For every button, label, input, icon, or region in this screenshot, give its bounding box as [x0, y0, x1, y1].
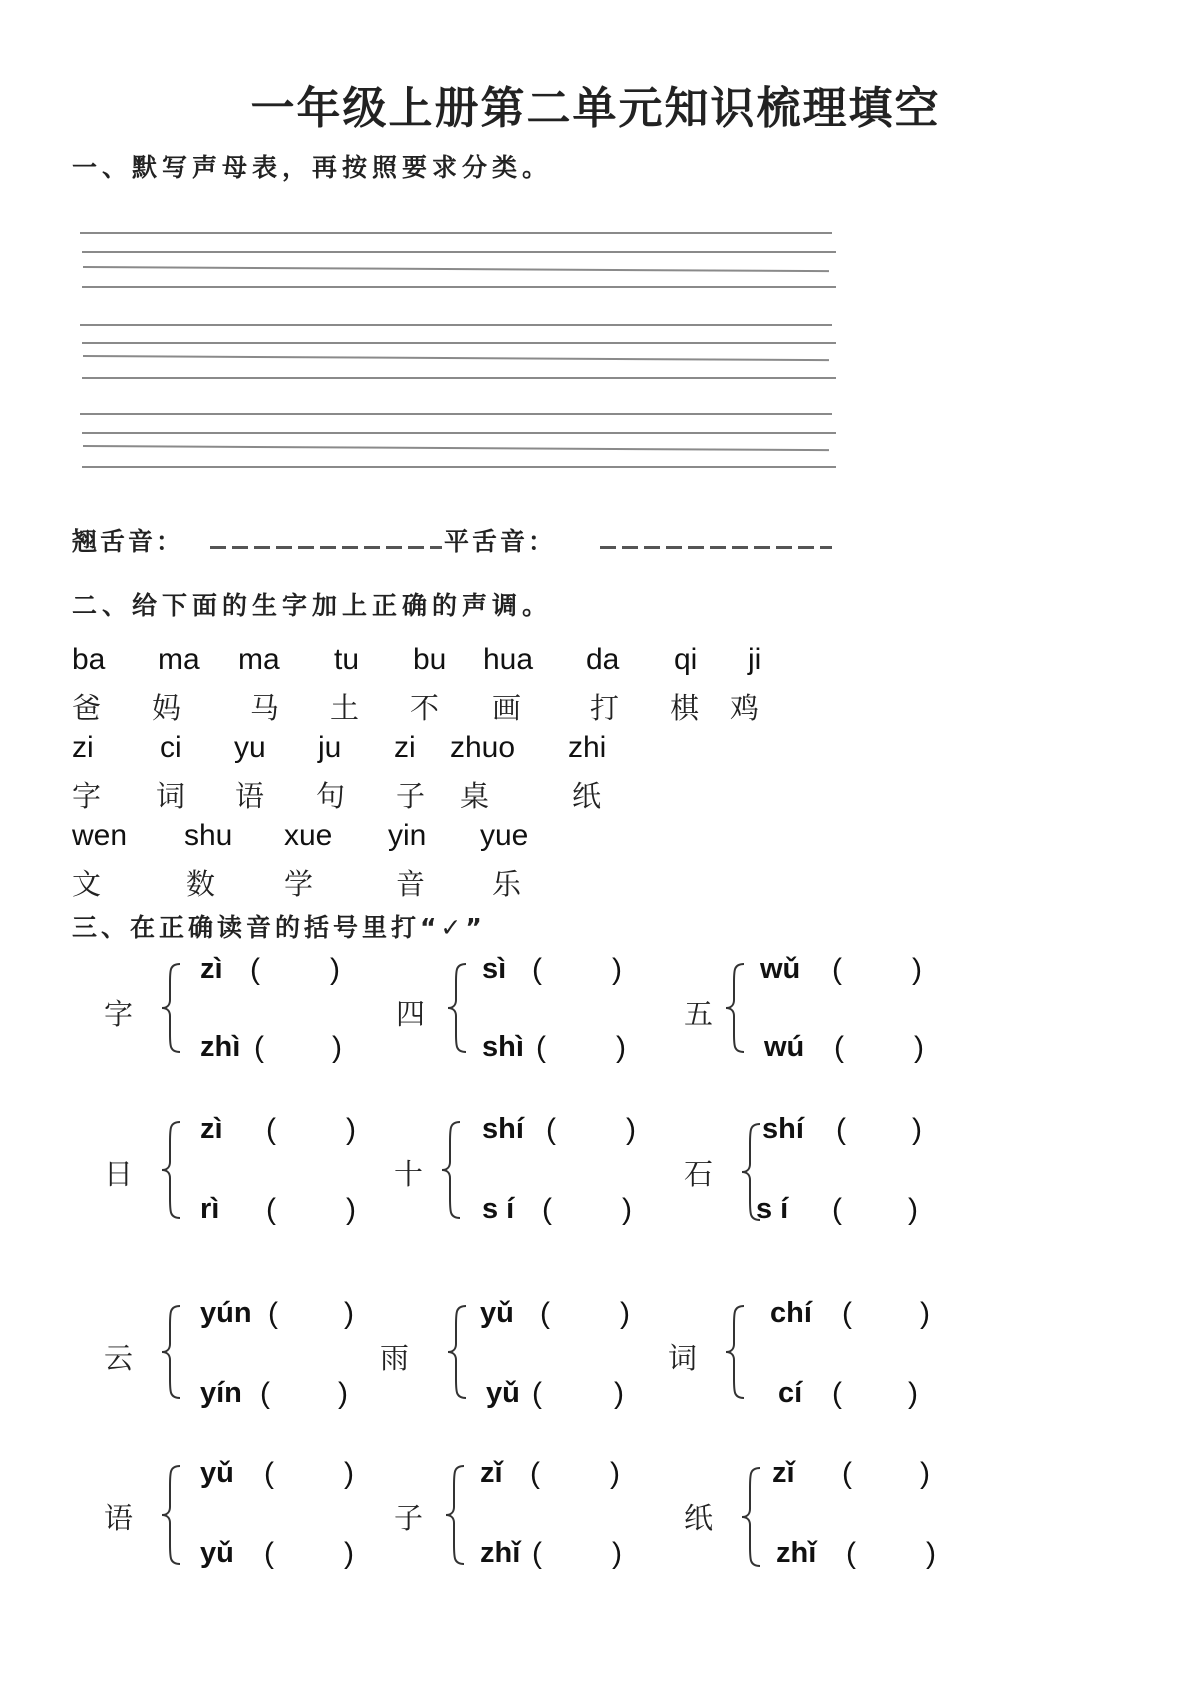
- hanzi: 鸡: [730, 691, 760, 725]
- answer-paren-open[interactable]: (: [264, 1457, 274, 1490]
- writing-line: [83, 445, 829, 451]
- choice-char: 字: [104, 997, 134, 1031]
- choice-option: yún: [200, 1297, 252, 1329]
- pinyin: xue: [284, 819, 333, 852]
- answer-paren-close[interactable]: ): [346, 1113, 356, 1146]
- brace-icon: [740, 1466, 762, 1568]
- choice-option: zhǐ: [776, 1537, 817, 1569]
- pinyin: yu: [234, 731, 266, 764]
- choice-option: zǐ: [772, 1457, 795, 1489]
- choice-char: 日: [104, 1157, 134, 1191]
- answer-paren-open[interactable]: (: [536, 1031, 546, 1064]
- hanzi: 桌: [460, 779, 490, 813]
- choice-option: yǔ: [200, 1537, 234, 1569]
- writing-line: [82, 377, 836, 379]
- hanzi: 不: [410, 691, 440, 725]
- choice-option: shì: [482, 1031, 524, 1063]
- choice-option: yǔ: [486, 1377, 520, 1409]
- pinyin: yin: [388, 819, 427, 852]
- pinyin: tu: [334, 643, 360, 676]
- choice-char: 纸: [684, 1501, 714, 1535]
- pinyin: zi: [394, 731, 416, 764]
- pinyin: hua: [483, 643, 534, 676]
- answer-paren-close[interactable]: ): [912, 1113, 922, 1146]
- choice-option: zhǐ: [480, 1537, 521, 1569]
- answer-paren-close[interactable]: ): [622, 1193, 632, 1226]
- answer-paren-open[interactable]: (: [530, 1457, 540, 1490]
- writing-line: [80, 232, 832, 234]
- choice-option: s í: [482, 1193, 515, 1225]
- choice-option: yǔ: [480, 1297, 514, 1329]
- answer-paren-close[interactable]: ): [616, 1031, 626, 1064]
- pinyin: bu: [413, 643, 447, 676]
- answer-paren-close[interactable]: ): [330, 953, 340, 986]
- answer-paren-close[interactable]: ): [920, 1297, 930, 1330]
- choice-char: 语: [104, 1501, 134, 1535]
- flat-answer-blank[interactable]: [600, 546, 832, 549]
- pinyin: ju: [318, 731, 342, 764]
- pinyin: ba: [72, 643, 106, 676]
- answer-paren-open[interactable]: (: [540, 1297, 550, 1330]
- choice-option: rì: [200, 1193, 220, 1225]
- choice-option: wǔ: [760, 953, 801, 985]
- brace-icon: [440, 1120, 462, 1220]
- choice-option: yín: [200, 1377, 242, 1409]
- choice-option: sì: [482, 953, 507, 985]
- choice-char: 四: [396, 997, 426, 1031]
- choice-option: wú: [764, 1031, 805, 1063]
- answer-paren-close[interactable]: ): [612, 953, 622, 986]
- answer-paren-open[interactable]: (: [542, 1193, 552, 1226]
- brace-icon: [446, 1304, 468, 1400]
- retroflex-label: 翘舌音：: [72, 527, 185, 556]
- choice-option: yǔ: [200, 1457, 234, 1489]
- brace-icon: [446, 962, 468, 1054]
- answer-paren-close[interactable]: ): [344, 1297, 354, 1330]
- pinyin: qi: [674, 643, 698, 676]
- answer-paren-close[interactable]: ): [920, 1457, 930, 1490]
- answer-paren-open[interactable]: (: [832, 1377, 842, 1410]
- answer-paren-open[interactable]: (: [250, 953, 260, 986]
- page-title: 一年级上册第二单元知识梳理填空: [250, 83, 941, 134]
- brace-icon: [724, 962, 746, 1054]
- hanzi: 妈: [152, 691, 182, 725]
- choice-option: shí: [482, 1113, 524, 1145]
- brace-icon: [160, 1120, 182, 1220]
- section-3-heading: 三、在正确读音的括号里打“✓”: [72, 913, 486, 942]
- answer-paren-open[interactable]: (: [264, 1537, 274, 1570]
- hanzi: 词: [156, 779, 186, 813]
- writing-line: [82, 342, 836, 344]
- choice-option: chí: [770, 1297, 812, 1329]
- pinyin: zi: [72, 731, 94, 764]
- choice-char: 词: [668, 1341, 698, 1375]
- answer-paren-close[interactable]: ): [914, 1031, 924, 1064]
- choice-char: 子: [394, 1501, 424, 1535]
- answer-paren-open[interactable]: (: [832, 1193, 842, 1226]
- section-2-heading: 二、给下面的生字加上正确的声调。: [72, 591, 553, 620]
- brace-icon: [444, 1464, 466, 1566]
- writing-line: [83, 266, 829, 272]
- hanzi: 文: [72, 867, 102, 901]
- choice-char: 五: [684, 997, 714, 1031]
- pinyin: da: [586, 643, 620, 676]
- choice-option: zǐ: [480, 1457, 503, 1489]
- answer-paren-close[interactable]: ): [338, 1377, 348, 1410]
- choice-option: zhì: [200, 1031, 241, 1063]
- answer-paren-close[interactable]: ): [612, 1537, 622, 1570]
- choice-option: zì: [200, 953, 223, 985]
- choice-option: cí: [778, 1377, 803, 1409]
- hanzi: 纸: [572, 779, 602, 813]
- hanzi: 爸: [72, 691, 102, 725]
- answer-paren-open[interactable]: (: [268, 1297, 278, 1330]
- answer-paren-close[interactable]: ): [626, 1113, 636, 1146]
- answer-paren-close[interactable]: ): [346, 1193, 356, 1226]
- pinyin: ma: [238, 643, 280, 676]
- writing-line: [82, 432, 836, 434]
- writing-line: [82, 286, 836, 288]
- answer-paren-close[interactable]: ): [610, 1457, 620, 1490]
- choice-char: 雨: [380, 1341, 410, 1375]
- hanzi: 画: [492, 691, 522, 725]
- brace-icon: [724, 1304, 746, 1400]
- writing-line: [83, 355, 829, 361]
- hanzi: 字: [72, 779, 102, 813]
- pinyin: shu: [184, 819, 233, 852]
- pinyin: yue: [480, 819, 529, 852]
- answer-paren-open[interactable]: (: [532, 1377, 542, 1410]
- choice-option: shí: [762, 1113, 804, 1145]
- answer-paren-open[interactable]: (: [842, 1457, 852, 1490]
- hanzi: 打: [590, 691, 620, 725]
- answer-paren-open[interactable]: (: [532, 1537, 542, 1570]
- answer-paren-close[interactable]: ): [344, 1457, 354, 1490]
- writing-line: [82, 466, 836, 468]
- brace-icon: [160, 962, 182, 1054]
- writing-line: [82, 251, 836, 253]
- answer-paren-close[interactable]: ): [332, 1031, 342, 1064]
- choice-option: s í: [756, 1193, 789, 1225]
- choice-char: 石: [684, 1157, 714, 1191]
- hanzi: 棋: [670, 691, 700, 725]
- hanzi: 句: [316, 779, 346, 813]
- pinyin: ci: [160, 731, 182, 764]
- choice-char: 十: [394, 1157, 424, 1191]
- writing-line: [80, 413, 832, 415]
- brace-icon: [160, 1464, 182, 1566]
- hanzi: 学: [284, 867, 314, 901]
- hanzi: 数: [186, 867, 216, 901]
- answer-paren-open[interactable]: (: [532, 953, 542, 986]
- brace-icon: [160, 1304, 182, 1400]
- answer-paren-close[interactable]: ): [908, 1377, 918, 1410]
- writing-line: [80, 324, 832, 326]
- hanzi: 马: [250, 691, 280, 725]
- answer-paren-close[interactable]: ): [912, 953, 922, 986]
- hanzi: 乐: [492, 867, 522, 901]
- flat-label: 平舌音：: [444, 527, 557, 556]
- hanzi: 土: [330, 691, 360, 725]
- answer-paren-close[interactable]: ): [908, 1193, 918, 1226]
- answer-paren-open[interactable]: (: [266, 1113, 276, 1146]
- retroflex-answer-blank[interactable]: [210, 546, 442, 549]
- section-1-heading: 一、默写声母表，再按照要求分类。: [72, 153, 553, 182]
- pinyin: ji: [748, 643, 762, 676]
- answer-paren-close[interactable]: ): [344, 1537, 354, 1570]
- answer-paren-close[interactable]: ): [620, 1297, 630, 1330]
- answer-paren-open[interactable]: (: [836, 1113, 846, 1146]
- pinyin: zhuo: [450, 731, 516, 764]
- pinyin: wen: [72, 819, 128, 852]
- answer-paren-close[interactable]: ): [614, 1377, 624, 1410]
- answer-paren-open[interactable]: (: [266, 1193, 276, 1226]
- pinyin: ma: [158, 643, 200, 676]
- choice-char: 云: [104, 1341, 134, 1375]
- answer-paren-open[interactable]: (: [834, 1031, 844, 1064]
- hanzi: 子: [396, 779, 426, 813]
- answer-paren-open[interactable]: (: [254, 1031, 264, 1064]
- answer-paren-close[interactable]: ): [926, 1537, 936, 1570]
- answer-paren-open[interactable]: (: [832, 953, 842, 986]
- answer-paren-open[interactable]: (: [842, 1297, 852, 1330]
- hanzi: 音: [396, 867, 426, 901]
- pinyin: zhi: [568, 731, 607, 764]
- hanzi: 语: [235, 779, 265, 813]
- choice-option: zì: [200, 1113, 223, 1145]
- answer-paren-open[interactable]: (: [546, 1113, 556, 1146]
- answer-paren-open[interactable]: (: [846, 1537, 856, 1570]
- answer-paren-open[interactable]: (: [260, 1377, 270, 1410]
